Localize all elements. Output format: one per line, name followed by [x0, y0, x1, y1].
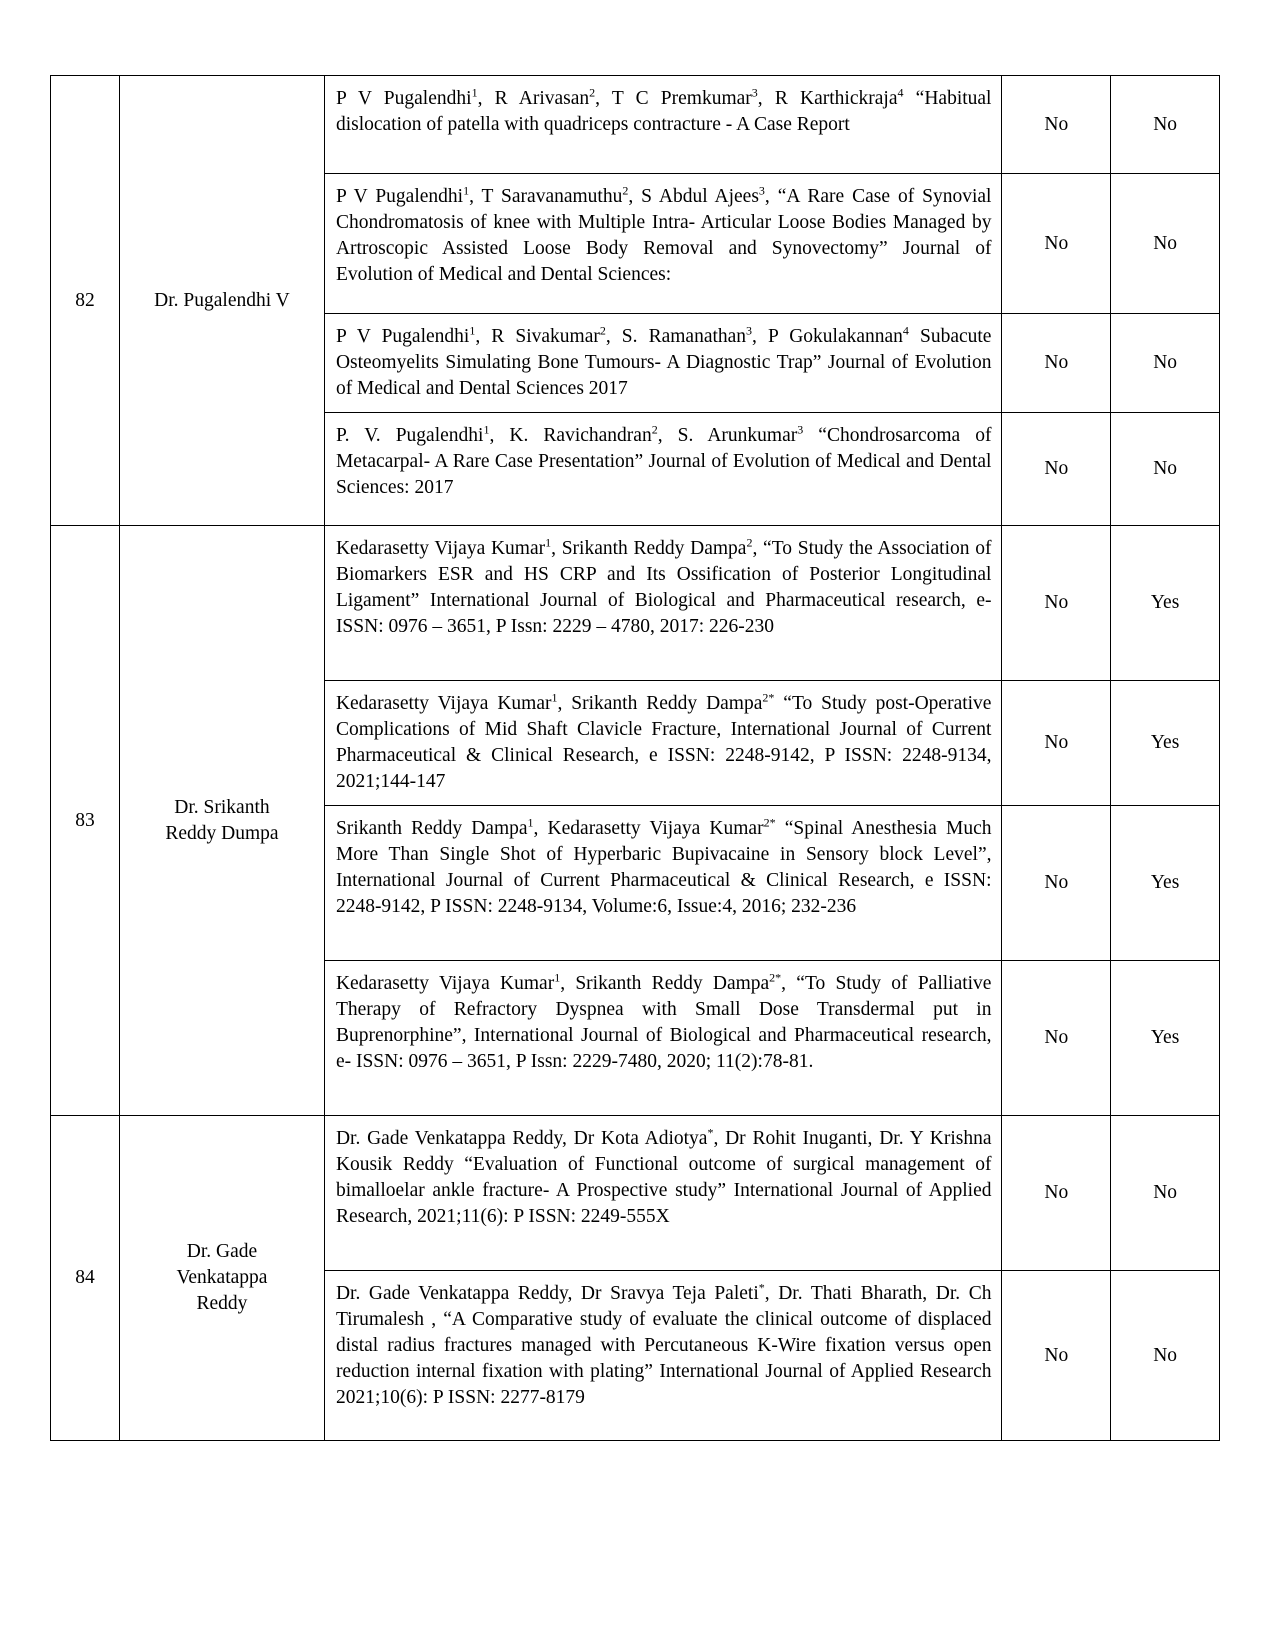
faculty-name-line: Venkatappa: [176, 1267, 268, 1288]
author-superscript: 4: [902, 323, 909, 338]
citation-text: Kedarasetty Vijaya Kumar: [335, 973, 555, 994]
citation-text: “Spinal Anesthesia Much More Than Single Shot of Hyperbaric Bupivacaine in Sensory block Level”, International Journal of Current Pharmaceutical & Clinical Research, e ISSN: 2248-9142, P ISSN: 2248-9134, Volume:6, Issue:4, 2016; 232-236: [335, 818, 992, 917]
author-superscript: 4: [897, 85, 904, 100]
citation-text: P V Pugalendhi: [335, 186, 464, 207]
second-yes-no-cell: No: [1111, 174, 1220, 314]
first-yes-no-cell: No: [1002, 1271, 1111, 1441]
citation-text: , R Karthickraja: [757, 88, 898, 109]
citation-text: , R Sivakumar: [475, 326, 600, 347]
author-superscript: 1: [527, 815, 534, 830]
citation-text: , T Saravanamuthu: [469, 186, 623, 207]
author-superscript: 1: [463, 183, 470, 198]
citation-text: , R Arivasan: [477, 88, 590, 109]
publication-citation-cell: [324, 314, 1002, 413]
publication-citation-cell: [324, 526, 1002, 681]
author-superscript: 1: [469, 323, 476, 338]
publication-citation-cell: [324, 413, 1002, 526]
first-yes-no-cell: No: [1002, 314, 1111, 413]
publication-citation-cell: [324, 806, 1002, 961]
author-superscript: *: [707, 1125, 714, 1140]
author-superscript: *: [758, 1280, 765, 1295]
citation-text: Dr. Gade Venkatappa Reddy, Dr Sravya Teja Paleti: [335, 1283, 759, 1304]
second-yes-no-cell: Yes: [1111, 961, 1220, 1116]
citation-text: , S. Arunkumar: [657, 425, 798, 446]
publications-table: [50, 75, 1220, 1441]
second-yes-no-cell: Yes: [1111, 526, 1220, 681]
citation-text: , P Gokulakannan: [752, 326, 903, 347]
author-superscript: 1: [471, 85, 478, 100]
author-superscript: 2*: [763, 815, 776, 830]
publications-table-body: [51, 76, 1220, 1441]
citation-text: Kedarasetty Vijaya Kumar: [335, 693, 552, 714]
author-superscript: 3: [758, 183, 765, 198]
author-superscript: 2: [746, 535, 753, 550]
faculty-name-cell: [120, 76, 325, 526]
citation-text: , “A Rare Case of Synovial Chondromatosis of knee with Multiple Intra- Articular Loose Bodies Managed by Artroscopic Assisted Loose Body Removal and Synovectomy” Journal of Evolution of Medical and Dental Sciences:: [335, 186, 992, 285]
first-yes-no-cell: No: [1002, 76, 1111, 174]
author-superscript: 1: [545, 535, 552, 550]
publication-citation-cell: [324, 1116, 1002, 1271]
citation-text: , Srikanth Reddy Dampa: [551, 538, 747, 559]
faculty-name-cell: [120, 1116, 325, 1441]
citation-text: Srikanth Reddy Dampa: [335, 818, 528, 839]
first-yes-no-cell: No: [1002, 961, 1111, 1116]
table-row: [51, 1116, 1220, 1271]
author-superscript: 3: [746, 323, 753, 338]
faculty-name-line: Dr. Srikanth: [174, 796, 270, 818]
author-superscript: 1: [554, 970, 561, 985]
author-superscript: 1: [551, 690, 558, 705]
citation-text: “Habitual dislocation of patella with quadriceps contracture - A Case Report: [335, 88, 992, 135]
second-yes-no-cell: No: [1111, 413, 1220, 526]
author-superscript: 3: [751, 85, 758, 100]
second-yes-no-cell: No: [1111, 76, 1220, 174]
citation-text: “To Study post-Operative Complications of Mid Shaft Clavicle Fracture, International Journal of Current Pharmaceutical & Clinical Research, e ISSN: 2248-9142, P ISSN: 2248-9134, 2021;144-147: [335, 693, 992, 792]
citation-text: , “To Study of Palliative Therapy of Refractory Dyspnea with Small Dose Transdermal put in Buprenorphine”, International Journal of Biological and Pharmaceutical research, e- ISSN: 0976 – 3651, P Issn: 2229-7480, 2020; 11(2):78-81.: [335, 973, 992, 1072]
publication-citation-cell: [324, 1271, 1002, 1441]
citation-text: , S Abdul Ajees: [628, 186, 759, 207]
first-yes-no-cell: No: [1002, 806, 1111, 961]
publication-citation-cell: [324, 681, 1002, 806]
author-superscript: 2: [651, 422, 658, 437]
faculty-name-cell: [120, 526, 325, 1116]
citation-text: Kedarasetty Vijaya Kumar: [335, 538, 546, 559]
citation-text: Dr. Gade Venkatappa Reddy, Dr Kota Adiotya: [335, 1128, 708, 1149]
citation-text: P V Pugalendhi: [335, 88, 472, 109]
citation-text: Subacute Osteomyelits Simulating Bone Tumours- A Diagnostic Trap” Journal of Evolution of Medical and Dental Sciences 2017: [335, 326, 992, 399]
author-superscript: 2*: [769, 970, 782, 985]
author-superscript: 2: [599, 323, 606, 338]
second-yes-no-cell: Yes: [1111, 806, 1220, 961]
author-superscript: 2: [622, 183, 629, 198]
citation-text: “Chondrosarcoma of Metacarpal- A Rare Case Presentation” Journal of Evolution of Medical and Dental Sciences: 2017: [335, 425, 992, 498]
author-superscript: 3: [797, 422, 804, 437]
second-yes-no-cell: No: [1111, 1271, 1220, 1441]
second-yes-no-cell: No: [1111, 1116, 1220, 1271]
citation-text: , Dr Rohit Inuganti, Dr. Y Krishna Kousik Reddy “Evaluation of Functional outcome of surgical management of bimalloelar ankle fracture- A Prospective study” International Journal of Applied Research, 2021;11(6): P ISSN: 2249-555X: [335, 1128, 992, 1227]
first-yes-no-cell: No: [1002, 174, 1111, 314]
first-yes-no-cell: No: [1002, 526, 1111, 681]
citation-text: , “To Study the Association of Biomarkers ESR and HS CRP and Its Ossification of Posterior Longitudinal Ligament” International Journal of Biological and Pharmaceutical research, e- ISSN: 0976 – 3651, P Issn: 2229 – 4780, 2017: 226-230: [335, 538, 992, 637]
faculty-name-line: Dr. Pugalendhi V: [154, 289, 290, 311]
citation-text: , S. Ramanathan: [605, 326, 747, 347]
citation-text: P V Pugalendhi: [335, 326, 470, 347]
author-superscript: 1: [483, 422, 490, 437]
citation-text: P. V. Pugalendhi: [335, 425, 484, 446]
publication-citation-cell: [324, 76, 1002, 174]
publication-citation-cell: [324, 174, 1002, 314]
faculty-name-line: Reddy Dumpa: [165, 822, 279, 844]
citation-text: , Dr. Thati Bharath, Dr. Ch Tirumalesh , “A Comparative study of evaluate the clinical outcome of displaced distal radius fractures managed with Percutaneous K-Wire fixation versus open reduction internal fixation with plating” International Journal of Applied Research 2021;10(6): P ISSN: 2277-8179: [335, 1283, 992, 1408]
serial-number-cell: 84: [51, 1116, 120, 1441]
author-superscript: 2*: [762, 690, 775, 705]
citation-text: , Srikanth Reddy Dampa: [560, 973, 770, 994]
faculty-name-line: Reddy: [196, 1293, 248, 1314]
second-yes-no-cell: Yes: [1111, 681, 1220, 806]
table-row: [51, 526, 1220, 681]
citation-text: , K. Ravichandran: [489, 425, 652, 446]
first-yes-no-cell: No: [1002, 413, 1111, 526]
serial-number-cell: 82: [51, 76, 120, 526]
second-yes-no-cell: No: [1111, 314, 1220, 413]
citation-text: , Srikanth Reddy Dampa: [557, 693, 763, 714]
faculty-name-line: Dr. Gade: [186, 1241, 258, 1262]
publication-citation-cell: [324, 961, 1002, 1116]
first-yes-no-cell: No: [1002, 681, 1111, 806]
first-yes-no-cell: No: [1002, 1116, 1111, 1271]
serial-number-cell: 83: [51, 526, 120, 1116]
citation-text: , T C Premkumar: [595, 88, 752, 109]
table-row: [51, 76, 1220, 174]
author-superscript: 2: [589, 85, 596, 100]
citation-text: , Kedarasetty Vijaya Kumar: [533, 818, 764, 839]
